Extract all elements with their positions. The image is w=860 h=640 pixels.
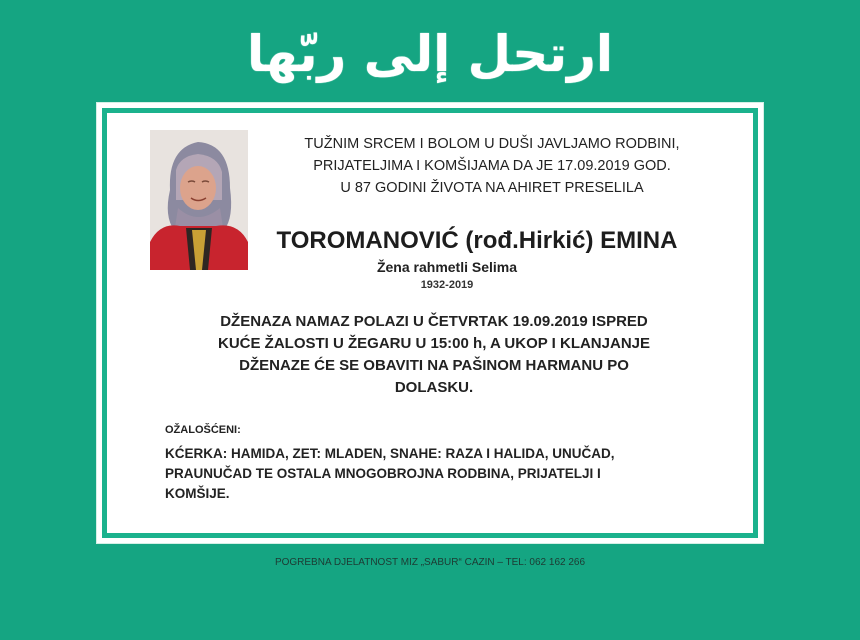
funeral-line: DŽENAZA NAMAZ POLAZI U ČETVRTAK 19.09.2019 ISPRED: [220, 313, 648, 330]
mourners-label: OŽALOŠĆENI:: [165, 424, 241, 436]
portrait-photo: [150, 130, 248, 270]
announcement-line: U 87 GODINI ŽIVOTA NA AHIRET PRESELILA: [340, 180, 644, 196]
mourners-line: KĆERKA: HAMIDA, ZET: MLADEN, SNAHE: RAZA I HALIDA, UNUČAD,: [165, 446, 615, 461]
mourners-line: PRAUNUČAD TE OSTALA MNOGOBROJNA RODBINA, PRIJATELJI I: [165, 466, 601, 481]
obituary-frame: [102, 108, 758, 538]
mourners-line: KOMŠIJE.: [165, 486, 230, 501]
mourners-list: [165, 444, 725, 504]
spouse-line: Žena rahmetli Selima: [376, 259, 518, 275]
funeral-line: DOLASKU.: [394, 379, 474, 396]
arabic-calligraphy: ارتحل إلى ربّها: [246, 25, 613, 83]
obituary-card: [96, 102, 764, 544]
funeral-details: [179, 311, 689, 399]
funeral-line: KUĆE ŽALOSTI U ŽEGARU U 15:00 h, A UKOP I KLANJANJE: [218, 335, 650, 352]
announcement-line: TUŽNIM SRCEM I BOLOM U DUŠI JAVLJAMO RODBINI,: [304, 136, 680, 152]
header-calligraphy: [0, 8, 860, 100]
funeral-home-footer: POGREBNA DJELATNOST MIZ „SABUR“ CAZIN – TEL: 062 162 266: [274, 557, 586, 568]
funeral-line: DŽENAZE ĆE SE OBAVITI NA PAŠINOM HARMANU PO: [239, 357, 629, 374]
deceased-name: TOROMANOVIĆ (rođ.Hirkić) EMINA: [276, 227, 678, 254]
announcement-line: PRIJATELJIMA I KOMŠIJAMA DA JE 17.09.2019 GOD.: [313, 158, 671, 174]
announcement-text: [257, 133, 727, 199]
life-years: 1932-2019: [420, 279, 474, 291]
